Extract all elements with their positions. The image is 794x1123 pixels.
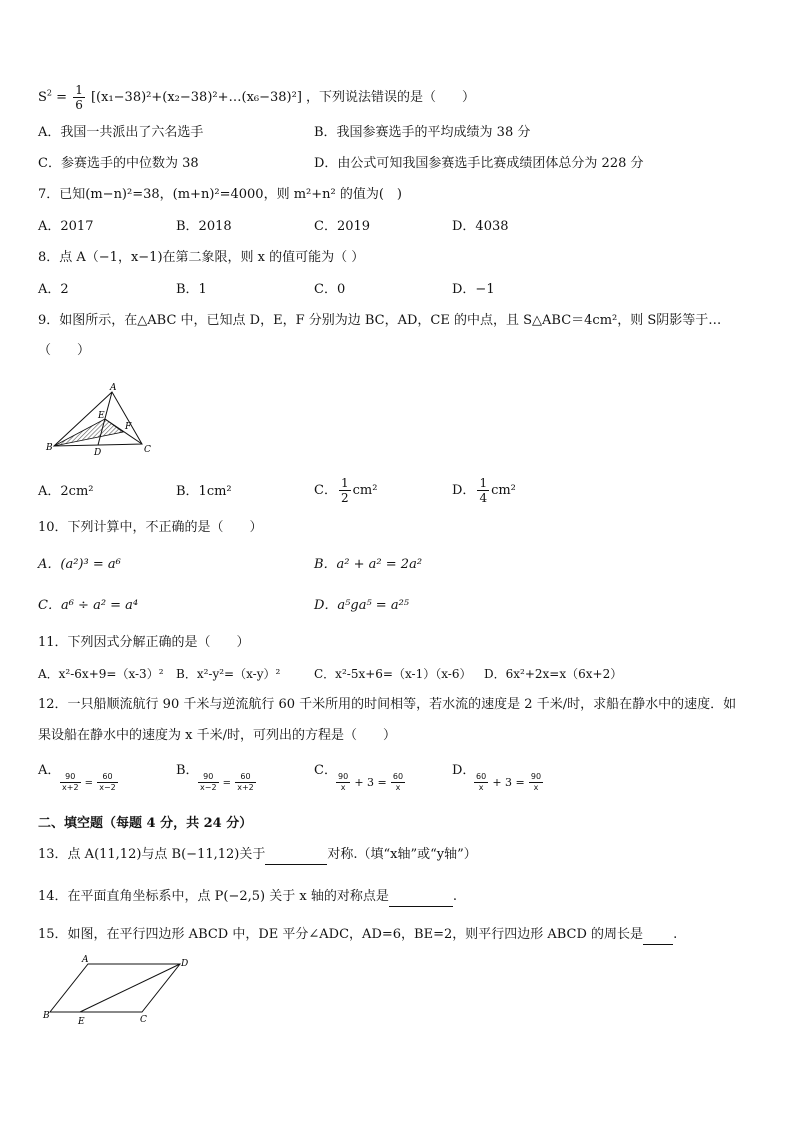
q12-option-d-equation: $\frac{60}{x}$ + 3 = $\frac{90}{x}$ [476,772,542,792]
q8-option-b: B．1 [176,282,207,297]
q9-option-a: A．2cm² [38,484,94,499]
q9-option-c: C． $\frac{1}{2}$ cm² [314,476,378,505]
q15-parallelogram-figure [40,952,200,1028]
q13-question: 13．点 A(11,12)与点 B(−11,12)关于 对称.（填“x轴”或“y轴”） [38,846,477,865]
q7-option-b: B．2018 [176,219,232,234]
q12-option-b-equation: $\frac{90}{x-2}$ = $\frac{60}{x+2}$ [200,772,254,792]
q7-question: 7．已知(m−n)²=38，(m+n)²=4000，则 m²+n² 的值为( ) [38,187,403,202]
section-fill-in-title: 二、填空题（每题 4 分，共 24 分） [38,816,253,831]
label-f: F [125,422,132,432]
q10-option-c: C．a⁶ ÷ a² = a⁴ [38,598,139,613]
q12-option-a-equation: $\frac{90}{x+2}$ = $\frac{60}{x-2}$ [62,772,116,792]
q11-option-b: B．x²-y²=（x-y）² [176,667,281,681]
label-e: E [98,411,105,421]
q6-option-d: D．由公式可知我国参赛选手比赛成绩团体总分为 228 分 [314,156,644,171]
q12-option-c-equation: $\frac{90}{x}$ + 3 = $\frac{60}{x}$ [338,772,404,792]
q14-answer-blank [389,888,453,907]
q8-option-a: A．2 [38,282,69,297]
q7-option-c: C．2019 [314,219,371,234]
label-d: D [94,448,102,456]
label-b: B [46,443,53,453]
q12-question-line1: 12．一只船顺流航行 90 千米与逆流航行 60 千米所用的时间相等，若水流的速度是 2 千米/时，求船在静水中的速度．如 [38,697,737,712]
q11-question: 11．下列因式分解正确的是（ ） [38,635,250,650]
q12-option-d: D． [452,763,476,778]
label-b: B [43,1011,50,1021]
q10-option-d: D．a⁵ga⁵ = a²⁵ [314,598,409,613]
q9-option-d: D． $\frac{1}{4}$ cm² [452,476,516,505]
label-c: C [144,445,151,455]
q8-question: 8．点 A（−1，x−1)在第二象限，则 x 的值可能为（ ） [38,250,365,265]
label-a: A [82,955,89,965]
q8-option-c: C．0 [314,282,346,297]
q15-answer-blank [643,926,673,945]
q6-option-a: A．我国一共派出了六名选手 [38,125,204,140]
parallelogram-abcd [50,964,180,1012]
q9-question: 9．如图所示，在△ABC 中，已知点 D，E，F 分别为边 BC，AD，CE 的中点，且 S△ABC＝4cm²，则 S阴影等于… [38,313,722,328]
q7-option-a: A．2017 [38,219,94,234]
q12-option-c: C． [314,763,337,778]
q6-question-text: ，下列说法错误的是（ ） [306,90,476,105]
q12-option-b: B． [176,763,199,778]
q10-option-a: A．(a²)³ = a⁶ [38,557,121,572]
q10-question: 10．下列计算中，不正确的是（ ） [38,520,263,535]
q15-question: 15．如图，在平行四边形 ABCD 中，DE 平分∠ADC，AD=6，BE=2，则平行四边形 ABCD 的周长是 . [38,926,677,945]
q12-question-line2: 果设船在静水中的速度为 x 千米/时，可列出的方程是（ ） [38,728,396,743]
q7-option-d: D．4038 [452,219,509,234]
segment-de [80,964,180,1012]
q8-option-d: D．−1 [452,282,495,297]
variance-symbol: S [38,90,47,105]
q10-option-b: B．a² + a² = 2a² [314,557,423,572]
q6-option-b: B．我国参赛选手的平均成绩为 38 分 [314,125,531,140]
q9-triangle-figure [40,380,160,456]
q14-question: 14．在平面直角坐标系中，点 P(−2,5) 关于 x 轴的对称点是 . [38,888,457,907]
q11-option-a: A．x²-6x+9=（x-3）² [38,667,164,681]
variance-sum: [(x₁−38)²+(x₂−38)²+…(x₆−38)²] [90,90,302,105]
q9-answer-paren: （ ） [38,343,91,358]
label-d: D [181,959,189,969]
label-c: C [140,1015,147,1025]
label-a: A [110,383,117,393]
q6-option-c: C．参赛选手的中位数为 38 [38,156,199,171]
q6-formula-line: $S^2$ = $\frac{1}{6}$ [(x₁−38)²+(x₂−38)²+…(x₆−38)²] ，下列说法错误的是（ ） [38,83,476,112]
variance-fraction: $\frac{1}{6}$ [75,83,83,112]
q13-answer-blank [265,846,327,865]
q11-option-d: D．6x²+2x=x（6x+2） [484,667,623,681]
q9-option-b: B．1cm² [176,484,232,499]
q11-option-c: C．x²-5x+6=（x-1）（x-6） [314,667,472,681]
shaded-triangle-bef [54,419,123,446]
label-e: E [78,1017,85,1027]
q12-option-a: A． [38,763,61,778]
